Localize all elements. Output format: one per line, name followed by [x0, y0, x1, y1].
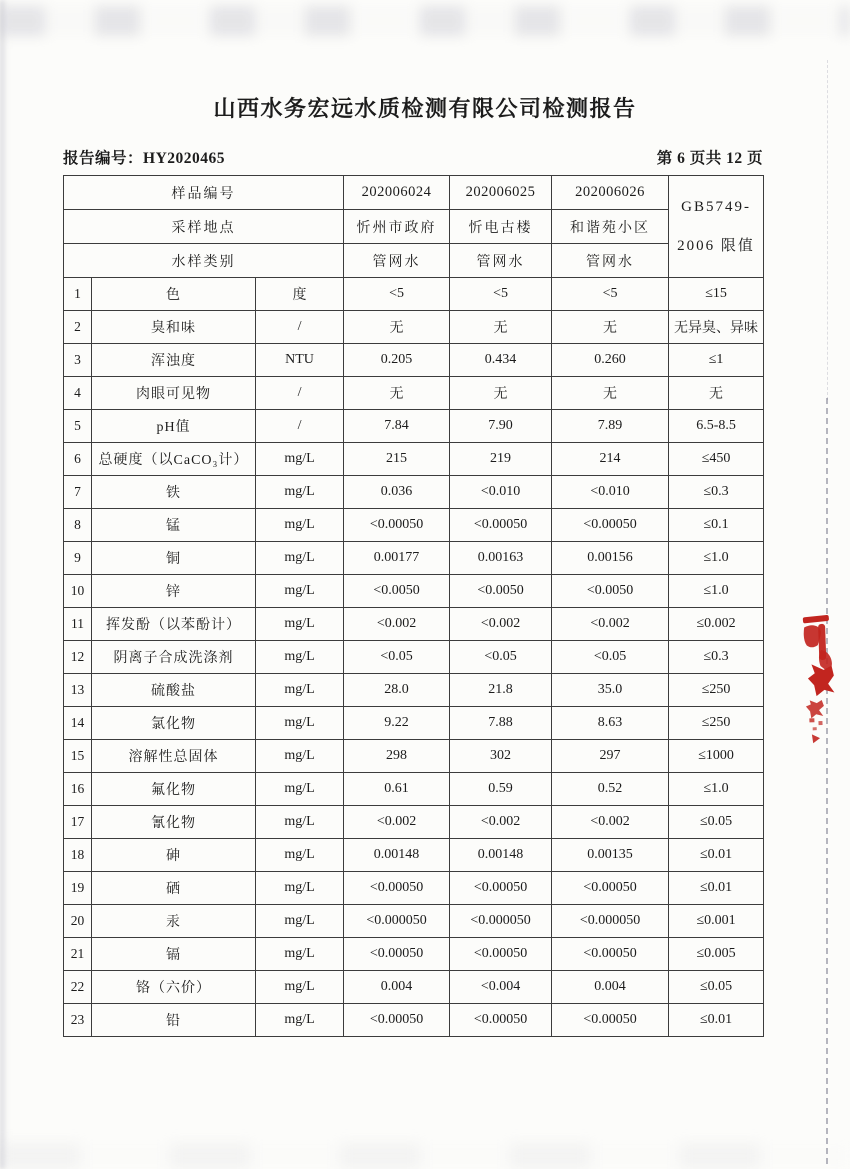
- sample-id-label: 样品编号: [64, 176, 344, 210]
- sample2-result: <0.00050: [450, 872, 552, 905]
- sample1-result: <0.00050: [344, 1004, 450, 1037]
- row-number: 22: [64, 971, 92, 1004]
- site-2: 忻电古楼: [450, 210, 552, 244]
- limit-value: ≤0.3: [669, 641, 764, 674]
- unit-value: /: [256, 311, 344, 344]
- sample2-result: <0.00050: [450, 1004, 552, 1037]
- water-quality-table: [63, 175, 764, 1037]
- table-row: [64, 938, 764, 971]
- sample1-result: 无: [344, 377, 450, 410]
- row-number: 6: [64, 443, 92, 476]
- parameter-name: 肉眼可见物: [92, 377, 256, 410]
- table-row: [64, 575, 764, 608]
- sample2-result: <0.00050: [450, 938, 552, 971]
- page-fold-dashed-line: [826, 398, 828, 1164]
- table-row: [64, 344, 764, 377]
- limit-value: ≤250: [669, 674, 764, 707]
- scan-artifact-top-edge: [0, 6, 850, 36]
- water-type-1: 管网水: [344, 244, 450, 278]
- unit-value: mg/L: [256, 608, 344, 641]
- sample2-result: 7.88: [450, 707, 552, 740]
- sample3-result: <0.002: [552, 806, 669, 839]
- row-number: 23: [64, 1004, 92, 1037]
- sample3-result: 无: [552, 311, 669, 344]
- unit-value: mg/L: [256, 938, 344, 971]
- sample1-result: 7.84: [344, 410, 450, 443]
- table-row: [64, 905, 764, 938]
- unit-value: mg/L: [256, 773, 344, 806]
- sample2-result: 无: [450, 377, 552, 410]
- unit-value: mg/L: [256, 476, 344, 509]
- parameter-name: 浑浊度: [92, 344, 256, 377]
- water-type-2: 管网水: [450, 244, 552, 278]
- water-type-label: 水样类别: [64, 244, 344, 278]
- parameter-name: 镉: [92, 938, 256, 971]
- site-1: 忻州市政府: [344, 210, 450, 244]
- table-row: [64, 311, 764, 344]
- limit-value: ≤0.001: [669, 905, 764, 938]
- row-number: 5: [64, 410, 92, 443]
- table-row: [64, 410, 764, 443]
- sample1-result: 无: [344, 311, 450, 344]
- parameter-name: 氰化物: [92, 806, 256, 839]
- limit-value: ≤1.0: [669, 575, 764, 608]
- scan-artifact-left-edge: [0, 0, 9, 1169]
- sample1-result: <0.00050: [344, 872, 450, 905]
- sample2-result: <0.00050: [450, 509, 552, 542]
- table-row: [64, 509, 764, 542]
- sample-id-3: 202006026: [552, 176, 669, 210]
- sample1-result: 215: [344, 443, 450, 476]
- row-number: 18: [64, 839, 92, 872]
- sample3-result: <0.00050: [552, 1004, 669, 1037]
- sample3-result: <0.00050: [552, 938, 669, 971]
- site-label: 采样地点: [64, 210, 344, 244]
- page-indicator: 第 6 页共 12 页: [656, 150, 763, 167]
- table-row: [64, 641, 764, 674]
- sample2-result: <5: [450, 278, 552, 311]
- parameter-name: 锌: [92, 575, 256, 608]
- row-number: 2: [64, 311, 92, 344]
- table-row: [64, 806, 764, 839]
- sample3-result: 35.0: [552, 674, 669, 707]
- row-number: 4: [64, 377, 92, 410]
- unit-value: mg/L: [256, 1004, 344, 1037]
- parameter-name: 阴离子合成洗涤剂: [92, 641, 256, 674]
- sample1-result: <0.002: [344, 608, 450, 641]
- header-row-site: [64, 210, 764, 244]
- water-type-3: 管网水: [552, 244, 669, 278]
- parameter-name: 挥发酚（以苯酚计）: [92, 608, 256, 641]
- sample1-result: 0.00148: [344, 839, 450, 872]
- parameter-name: 氯化物: [92, 707, 256, 740]
- unit-value: mg/L: [256, 575, 344, 608]
- sample3-result: 214: [552, 443, 669, 476]
- sample1-result: 0.004: [344, 971, 450, 1004]
- sample1-result: 0.036: [344, 476, 450, 509]
- table-row: [64, 707, 764, 740]
- parameter-name: 色: [92, 278, 256, 311]
- parameter-name: 铅: [92, 1004, 256, 1037]
- sample2-result: <0.002: [450, 608, 552, 641]
- sample2-result: 0.59: [450, 773, 552, 806]
- row-number: 1: [64, 278, 92, 311]
- row-number: 15: [64, 740, 92, 773]
- table-row: [64, 872, 764, 905]
- parameter-name: 臭和味: [92, 311, 256, 344]
- limit-value: ≤1000: [669, 740, 764, 773]
- parameter-name: 氟化物: [92, 773, 256, 806]
- sample2-result: 0.00163: [450, 542, 552, 575]
- table-row: [64, 674, 764, 707]
- limit-value: 无: [669, 377, 764, 410]
- sample3-result: <0.05: [552, 641, 669, 674]
- sample1-result: 9.22: [344, 707, 450, 740]
- limit-value: ≤250: [669, 707, 764, 740]
- row-number: 17: [64, 806, 92, 839]
- sample1-result: 298: [344, 740, 450, 773]
- parameter-name: 硒: [92, 872, 256, 905]
- parameter-name: pH值: [92, 410, 256, 443]
- sample1-result: <0.00050: [344, 509, 450, 542]
- table-row: [64, 377, 764, 410]
- sample2-result: <0.000050: [450, 905, 552, 938]
- sample1-result: <0.05: [344, 641, 450, 674]
- sample1-result: <0.000050: [344, 905, 450, 938]
- report-number-value: HY2020465: [143, 150, 226, 167]
- limit-value: ≤15: [669, 278, 764, 311]
- red-seal-fragment-icon: [792, 600, 850, 760]
- sample3-result: <0.00050: [552, 872, 669, 905]
- unit-value: /: [256, 377, 344, 410]
- unit-value: NTU: [256, 344, 344, 377]
- unit-value: mg/L: [256, 905, 344, 938]
- limit-value: ≤0.005: [669, 938, 764, 971]
- limit-value: ≤0.1: [669, 509, 764, 542]
- table-row: [64, 278, 764, 311]
- row-number: 9: [64, 542, 92, 575]
- sample1-result: <0.002: [344, 806, 450, 839]
- limit-value: ≤0.002: [669, 608, 764, 641]
- sample2-result: 21.8: [450, 674, 552, 707]
- unit-value: mg/L: [256, 806, 344, 839]
- sample2-result: 0.434: [450, 344, 552, 377]
- unit-value: mg/L: [256, 839, 344, 872]
- sample3-result: <5: [552, 278, 669, 311]
- parameter-name: 硫酸盐: [92, 674, 256, 707]
- limit-value: ≤1.0: [669, 542, 764, 575]
- sample2-result: 0.00148: [450, 839, 552, 872]
- limit-value: ≤0.01: [669, 1004, 764, 1037]
- sample3-result: 297: [552, 740, 669, 773]
- unit-value: mg/L: [256, 674, 344, 707]
- unit-value: mg/L: [256, 443, 344, 476]
- sample2-result: 302: [450, 740, 552, 773]
- sample3-result: 8.63: [552, 707, 669, 740]
- sample2-result: <0.010: [450, 476, 552, 509]
- sample1-result: 0.205: [344, 344, 450, 377]
- row-number: 12: [64, 641, 92, 674]
- header-row-type: [64, 244, 764, 278]
- limit-value: 无异臭、异味: [669, 311, 764, 344]
- row-number: 14: [64, 707, 92, 740]
- sample2-result: <0.05: [450, 641, 552, 674]
- row-number: 7: [64, 476, 92, 509]
- row-number: 13: [64, 674, 92, 707]
- sample3-result: 0.260: [552, 344, 669, 377]
- limit-column-header: [669, 176, 764, 278]
- unit-value: mg/L: [256, 872, 344, 905]
- unit-value: mg/L: [256, 971, 344, 1004]
- site-3: 和谐苑小区: [552, 210, 669, 244]
- sample3-result: 无: [552, 377, 669, 410]
- table-row: [64, 476, 764, 509]
- sample1-result: 0.61: [344, 773, 450, 806]
- scan-artifact-bottom-edge: [0, 1143, 850, 1169]
- table-row: [64, 608, 764, 641]
- sample3-result: <0.0050: [552, 575, 669, 608]
- sample3-result: <0.00050: [552, 509, 669, 542]
- table-row: [64, 542, 764, 575]
- limit-value: ≤0.05: [669, 806, 764, 839]
- row-number: 21: [64, 938, 92, 971]
- table-row: [64, 740, 764, 773]
- sample3-result: 0.52: [552, 773, 669, 806]
- sample2-result: 7.90: [450, 410, 552, 443]
- limit-value: ≤0.05: [669, 971, 764, 1004]
- parameter-name: 铬（六价）: [92, 971, 256, 1004]
- sample3-result: <0.010: [552, 476, 669, 509]
- limit-value: ≤1.0: [669, 773, 764, 806]
- header-row-sample-id: [64, 176, 764, 210]
- table-row: [64, 839, 764, 872]
- unit-value: /: [256, 410, 344, 443]
- parameter-name: 铜: [92, 542, 256, 575]
- sample3-result: 0.004: [552, 971, 669, 1004]
- parameter-name: 砷: [92, 839, 256, 872]
- row-number: 8: [64, 509, 92, 542]
- parameter-name: 铁: [92, 476, 256, 509]
- table-row: [64, 1004, 764, 1037]
- sample2-result: <0.004: [450, 971, 552, 1004]
- sample1-result: 28.0: [344, 674, 450, 707]
- table-row: [64, 971, 764, 1004]
- row-number: 10: [64, 575, 92, 608]
- report-title: 山西水务宏远水质检测有限公司检测报告: [213, 96, 637, 121]
- unit-value: mg/L: [256, 641, 344, 674]
- sample-id-1: 202006024: [344, 176, 450, 210]
- unit-value: mg/L: [256, 509, 344, 542]
- row-number: 19: [64, 872, 92, 905]
- parameter-name: 溶解性总固体: [92, 740, 256, 773]
- row-number: 20: [64, 905, 92, 938]
- sample2-result: 219: [450, 443, 552, 476]
- row-number: 11: [64, 608, 92, 641]
- sample1-result: <0.00050: [344, 938, 450, 971]
- sample1-result: <5: [344, 278, 450, 311]
- sample3-result: 0.00135: [552, 839, 669, 872]
- sample-id-2: 202006025: [450, 176, 552, 210]
- sample3-result: <0.002: [552, 608, 669, 641]
- report-meta-row: [63, 146, 763, 168]
- row-number: 3: [64, 344, 92, 377]
- sample2-result: <0.0050: [450, 575, 552, 608]
- limit-value: ≤450: [669, 443, 764, 476]
- sample1-result: 0.00177: [344, 542, 450, 575]
- sample2-result: <0.002: [450, 806, 552, 839]
- row-number: 16: [64, 773, 92, 806]
- limit-value: ≤0.01: [669, 839, 764, 872]
- sample1-result: <0.0050: [344, 575, 450, 608]
- table-row: [64, 443, 764, 476]
- parameter-name: 锰: [92, 509, 256, 542]
- unit-value: 度: [256, 278, 344, 311]
- parameter-name: 汞: [92, 905, 256, 938]
- sample3-result: 0.00156: [552, 542, 669, 575]
- unit-value: mg/L: [256, 542, 344, 575]
- sample2-result: 无: [450, 311, 552, 344]
- limit-value: ≤0.01: [669, 872, 764, 905]
- unit-value: mg/L: [256, 707, 344, 740]
- sample3-result: <0.000050: [552, 905, 669, 938]
- parameter-name: 总硬度（以CaCO₃计）: [92, 443, 256, 476]
- report-number-label: 报告编号：: [63, 150, 144, 167]
- limit-value: ≤0.3: [669, 476, 764, 509]
- unit-value: mg/L: [256, 740, 344, 773]
- sample3-result: 7.89: [552, 410, 669, 443]
- limit-header-line1: GB5749-: [681, 198, 751, 215]
- report-number: [63, 146, 225, 168]
- table-row: [64, 773, 764, 806]
- limit-value: ≤1: [669, 344, 764, 377]
- limit-value: 6.5-8.5: [669, 410, 764, 443]
- limit-header-line2: 2006 限值: [677, 237, 755, 254]
